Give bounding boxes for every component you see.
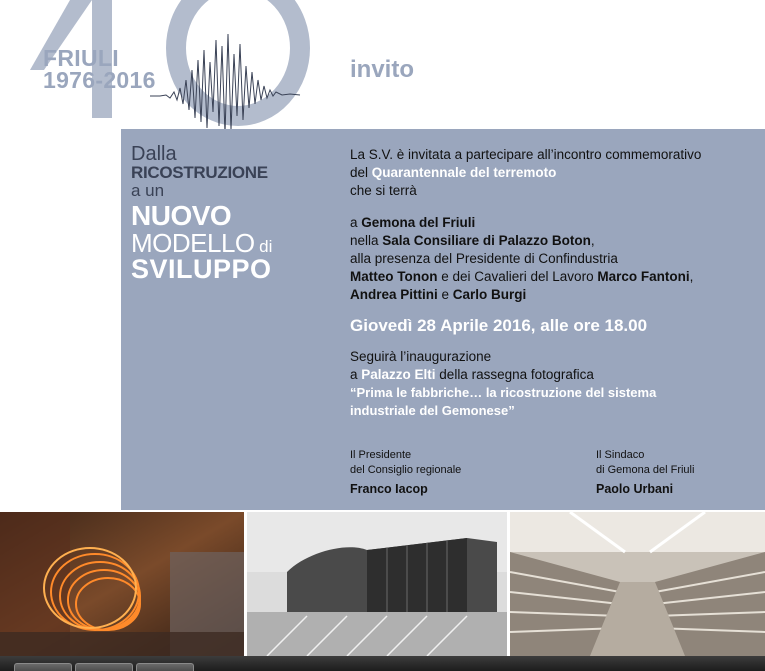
presence-line-3-mid: e [437,287,453,302]
signer-mayor [596,448,694,497]
person-tonon: Matteo Tonon [350,269,438,284]
slogan-line-5: MODELLO [131,228,255,258]
place-line-2 [350,232,750,250]
signer-president-role-2: del Consiglio regionale [350,464,462,476]
person-pittini: Andrea Pittini [350,287,438,302]
exhibition-venue: Palazzo Elti [361,367,436,382]
signer-president [350,448,461,497]
taskbar-button-3[interactable] [136,663,194,671]
logo-years: 1976-2016 [43,67,156,93]
intro-line-1: La S.V. è invitata a partecipare all’incontro commemorativo [350,147,702,162]
anniversary-logo [0,0,330,140]
place-line-1-prefix: a [350,215,362,230]
logo-region: FRIULI [43,45,119,71]
exhibition-title: “Prima le fabbriche… la ricostruzione del sistema industriale del Gemonese” [350,385,657,418]
signer-president-name: Franco Iacop [350,482,428,496]
place-line-1 [350,214,750,232]
follow-line-2 [350,366,750,384]
slogan [131,144,272,283]
event-date: Giovedì 28 Aprile 2016, alle ore 18.00 [350,316,648,335]
intro-line-2-prefix: del [350,165,372,180]
logo-text [43,47,156,91]
person-burgi: Carlo Burgi [452,287,527,302]
place-line-2-suffix: , [590,233,595,248]
presence-line-2-suffix: , [689,269,694,284]
intro-line-3: che si terrà [350,183,417,198]
intro-line-2 [350,164,750,182]
city-name: Gemona del Friuli [361,215,476,230]
follow-line-1: Seguirà l’inaugurazione [350,349,492,364]
photo-textile-factory [510,512,765,656]
taskbar-button-2[interactable] [75,663,133,671]
taskbar [0,656,765,671]
slogan-line-3: a un [131,181,165,200]
slogan-line-1: Dalla [131,143,177,165]
slogan-line-2: RICOSTRUZIONE [131,163,268,182]
follow-line-2-prefix: a [350,367,362,382]
person-fantoni: Marco Fantoni [597,269,690,284]
slogan-line-6: SVILUPPO [131,254,272,284]
invitation-heading: invito [350,56,414,83]
presence-line-2-mid: e dei Cavalieri del Lavoro [437,269,598,284]
signer-president-role-1: Il Presidente [350,449,412,461]
event-name: Quarantennale del terremoto [371,165,557,180]
photo-steel-coil [0,512,244,656]
signer-mayor-name: Paolo Urbani [596,482,674,496]
follow-line-2-suffix: della rassegna fotografica [435,367,594,382]
place-line-2-prefix: nella [350,233,383,248]
presence-line-2 [350,268,750,286]
signer-mayor-role-2: di Gemona del Friuli [596,464,695,476]
slogan-line-5-suffix: di [259,237,273,256]
presence-line-1: alla presenza del Presidente di Confindustria [350,251,618,266]
signer-mayor-role-1: Il Sindaco [596,449,645,461]
photo-modern-building [247,512,507,656]
venue-name: Sala Consiliare di Palazzo Boton [382,233,591,248]
slogan-line-4: NUOVO [131,200,232,231]
invitation-text [350,146,750,420]
taskbar-button-1[interactable] [14,663,72,671]
presence-line-3 [350,286,750,304]
